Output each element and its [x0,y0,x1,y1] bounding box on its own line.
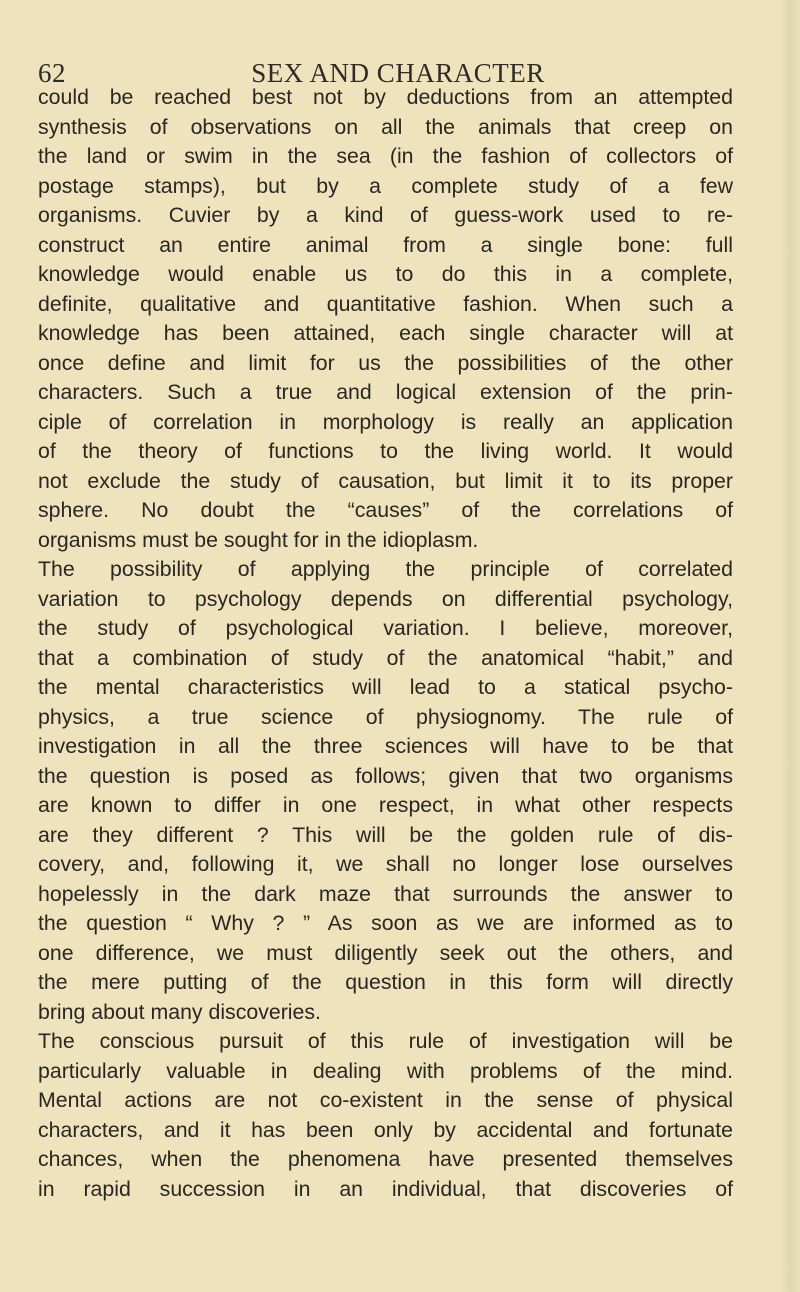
running-head: SEX AND CHARACTER [251,58,545,88]
text-line: construct an entire animal from a single bone: full [38,232,733,257]
text-line: Mental actions are not co-existent in the sense of physical [38,1088,733,1112]
text-line: particularly valuable in dealing with problems of the mind. [38,1058,733,1083]
text-line: the mere putting of the question in this form will directly [38,970,733,994]
text-line: hopelessly in the dark maze that surrounds the answer to [38,881,733,906]
text-line: investigation in all the three sciences will have to be that [38,734,733,758]
text-line: The conscious pursuit of this rule of investigation will be [38,1029,733,1053]
text-line: once define and limit for us the possibilities of the other [38,350,733,375]
text-line: in rapid succession in an individual, that discoveries of [38,1176,733,1201]
text-line: The possibility of applying the principle of correlated [38,557,733,581]
text-line: that a combination of study of the anatomical “habit,” and [38,645,733,670]
body-text [38,83,733,1204]
text-line: definite, qualitative and quantitative fashion. When such a [38,291,733,316]
text-line: not exclude the study of causation, but limit it to its proper [38,468,733,493]
text-line: the question is posed as follows; given that two organisms [38,763,733,788]
text-line: knowledge has been attained, each single character will at [38,321,733,345]
text-line: sphere. No doubt the “causes” of the correlations of [38,498,733,522]
text-line: organisms must be sought for in the idioplasm. [38,527,479,552]
text-line: of the theory of functions to the living world. It would [38,439,733,463]
text-line: ciple of correlation in morphology is really an application [38,409,733,434]
text-line: characters. Such a true and logical extension of the prin- [38,380,733,404]
text-line: could be reached best not by deductions from an attempted [38,85,733,109]
text-line: variation to psychology depends on differential psychology, [38,586,733,611]
text-line: one difference, we must diligently seek out the others, and [38,940,733,965]
text-line: knowledge would enable us to do this in a complete, [38,262,733,286]
text-line: the land or swim in the sea (in the fashion of collectors of [38,144,733,168]
text-line: the mental characteristics will lead to a statical psycho- [38,675,733,699]
text-line: the study of psychological variation. I believe, moreover, [38,616,733,640]
text-line: the question “ Why ? ” As soon as we are informed as to [38,911,733,935]
text-line: organisms. Cuvier by a kind of guess-work used to re- [38,203,733,227]
page-number: 62 [38,58,66,88]
text-line: are known to differ in one respect, in what other respects [38,793,733,817]
text-line: synthesis of observations on all the animals that creep on [38,114,733,139]
text-line: are they different ? This will be the golden rule of dis- [38,822,733,847]
text-line: covery, and, following it, we shall no longer lose ourselves [38,852,733,876]
text-line: characters, and it has been only by accidental and fortunate [38,1117,733,1142]
text-line: postage stamps), but by a complete study of a few [38,173,733,198]
text-line: physics, a true science of physiognomy. The rule of [38,704,733,729]
text-line: chances, when the phenomena have presented themselves [38,1147,733,1171]
text-line: bring about many discoveries. [38,999,321,1024]
